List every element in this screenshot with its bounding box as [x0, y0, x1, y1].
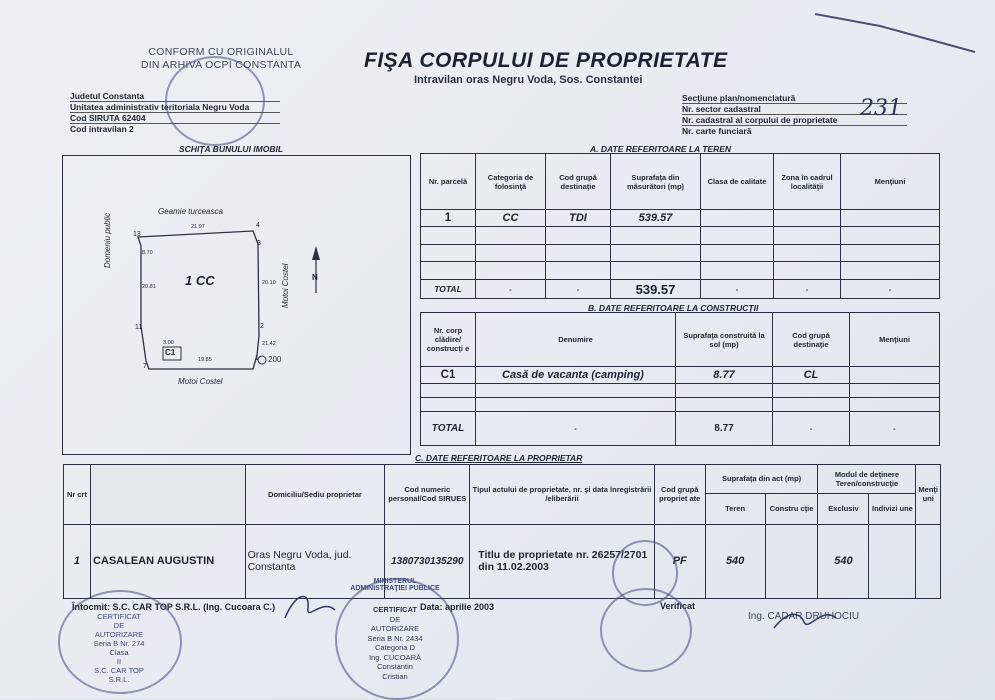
table-row: C1 Casă de vacanta (camping) 8.77 CL	[421, 367, 940, 383]
dim-2: 19.85	[198, 357, 212, 363]
point-7: 7	[143, 363, 147, 370]
table-row: 1 CC TDI 539.57	[421, 210, 940, 227]
verificat-name: Ing. CADAR DRUHOCIU	[748, 611, 860, 622]
archive-stamp-text: CONFORM CU ORIGINALUL DIN ARHIVA OCPI CONSTANTA	[140, 46, 302, 71]
building-label: C1	[165, 348, 176, 357]
verificat-label: Verificat	[660, 601, 696, 611]
th-cod-grupa-c: Cod grupă propriet ate	[654, 465, 705, 525]
teren-table	[420, 153, 940, 299]
dim-1: 21.97	[191, 224, 205, 230]
page-title: FIŞA CORPULUI DE PROPRIETATE	[364, 49, 728, 72]
label-top: Geamie turceasca	[158, 207, 223, 216]
dim-6: 3.00	[163, 340, 174, 346]
sketch-frame	[62, 155, 411, 455]
intravilan-label: Cod intravilan 2	[70, 124, 134, 134]
point-11: 11	[135, 324, 143, 331]
th-nume-redacted	[90, 465, 245, 525]
north-label: N	[312, 273, 318, 282]
archive-round-stamp	[165, 56, 265, 146]
th-mentiuni-c: Menţi uni	[916, 465, 941, 525]
th-modul: Modul de deţinere Teren/construcţie	[818, 465, 916, 494]
th-cod-grupa-b: Cod grupă destinaţie	[773, 313, 850, 367]
th-suprafata-act: Suprafaţa din act (mp)	[705, 465, 818, 494]
th-nr-corp: Nr. corp clădire/ construcţi e	[421, 313, 476, 367]
th-suprafata: Suprafaţa din măsurători (mp)	[611, 154, 701, 210]
label-bottom: Motoi Costel	[178, 377, 223, 386]
certificate-text: CERTIFICAT DE AUTORIZARE Seria B Nr. 2434 Categoria D Ing. CUCOARĂ Constantin Cristian	[367, 605, 423, 681]
dim-4: 20.81	[142, 284, 156, 290]
th-clasa: Clasa de calitate	[701, 154, 774, 210]
point-2: 2	[260, 323, 264, 330]
registration-stamp	[612, 540, 678, 606]
th-mentiuni: Menţiuni	[841, 154, 940, 210]
th-denumire: Denumire	[476, 313, 676, 367]
dim-7: 21.42	[262, 341, 276, 347]
th-tipul-actului: Tipul actului de proprietate, nr. şi data înregistrării /eliberării	[470, 465, 655, 525]
th-cod-numeric: Cod numeric personal/Cod SIRUES	[385, 465, 470, 525]
nr-cadastral-handwritten: 231	[860, 96, 902, 121]
th-exclusiv: Exclusiv	[818, 493, 869, 524]
label-right: Motoi Costel	[281, 263, 290, 308]
judet-label: Judetul Constanta	[70, 91, 280, 102]
data-label: Data: aprilie 2003	[420, 602, 495, 612]
ministry-stamp-ring: MINISTERUL ADMINISTRAŢIEI PUBLICE	[350, 578, 440, 592]
section-b-title: B. DATE REFERITOARE LA CONSTRUCŢII	[588, 303, 759, 313]
signature-1	[280, 588, 340, 628]
constructii-table	[420, 312, 940, 446]
th-mentiuni-b: Menţiuni	[850, 313, 940, 367]
point-13: 13	[133, 231, 141, 238]
uat-label: Unitatea administrativ teritoriala Negru Voda	[70, 102, 280, 113]
th-nr-crt: Nr crt	[64, 465, 91, 525]
parcel-sketch	[63, 156, 410, 454]
point-4: 4	[256, 222, 260, 229]
dim-5: 8.70	[142, 250, 153, 256]
total-row: TOTAL - 8.77 - -	[421, 411, 940, 445]
label-left: Domeniu public	[103, 212, 112, 268]
th-cod-grupa: Cod grupă destinaţie	[546, 154, 611, 210]
th-constructie: Constru cţie	[765, 493, 818, 524]
th-domiciliu: Domiciliu/Sediu proprietar	[245, 465, 385, 525]
header-right-info: Secţiune plan/nomenclatură Nr. sector cadastral Nr. cadastral al corpului de proprietate Nr. carte funciară	[682, 93, 907, 136]
th-zona: Zona în cadrul localităţii	[774, 154, 841, 210]
dim-3: 20.10	[262, 280, 276, 286]
sketch-title: SCHIŢA BUNULUI IMOBIL	[179, 144, 284, 154]
siruta-label: Cod SIRUTA 62404	[70, 113, 280, 124]
coord-label: 200	[268, 355, 282, 364]
point-3: 3	[257, 240, 261, 247]
table-row: 1 CASALEAN AUGUSTIN Oras Negru Voda, jud. Constanta 1380730135290 Titlu de proprietate nr. 26257/2701 din 11.02.2003 PF 540 540	[64, 524, 941, 598]
proprietar-table	[63, 464, 941, 599]
pen-stroke	[810, 8, 980, 58]
page-subtitle: Intravilan oras Negru Voda, Sos. Constantei	[414, 74, 643, 86]
signature-2	[770, 600, 840, 640]
total-row: TOTAL - - 539.57 - - -	[421, 280, 940, 299]
section-a-title: A. DATE REFERITOARE LA TEREN	[590, 144, 732, 154]
th-indiviziune: Indivizi une	[869, 493, 916, 524]
point-1: 1	[255, 355, 259, 362]
section-c-title: C. DATE REFERITOARE LA PROPRIETAR	[415, 453, 583, 463]
th-suprafata-constr: Suprafaţa construită la sol (mp)	[676, 313, 773, 367]
company-stamp-text: CERTIFICAT DE AUTORIZARE Seria B Nr. 274 Clasa II S.C. CAR TOP S.R.L.	[93, 612, 145, 684]
intocmit-label: Întocmit: S.C. CAR TOP S.R.L. (Ing. Cucoara C.)	[72, 602, 276, 612]
parcel-label: 1 CC	[185, 273, 215, 288]
th-teren: Teren	[705, 493, 765, 524]
th-categoria: Categoria de folosinţă	[476, 154, 546, 210]
th-nr-parcela: Nr. parcelă	[421, 154, 476, 210]
